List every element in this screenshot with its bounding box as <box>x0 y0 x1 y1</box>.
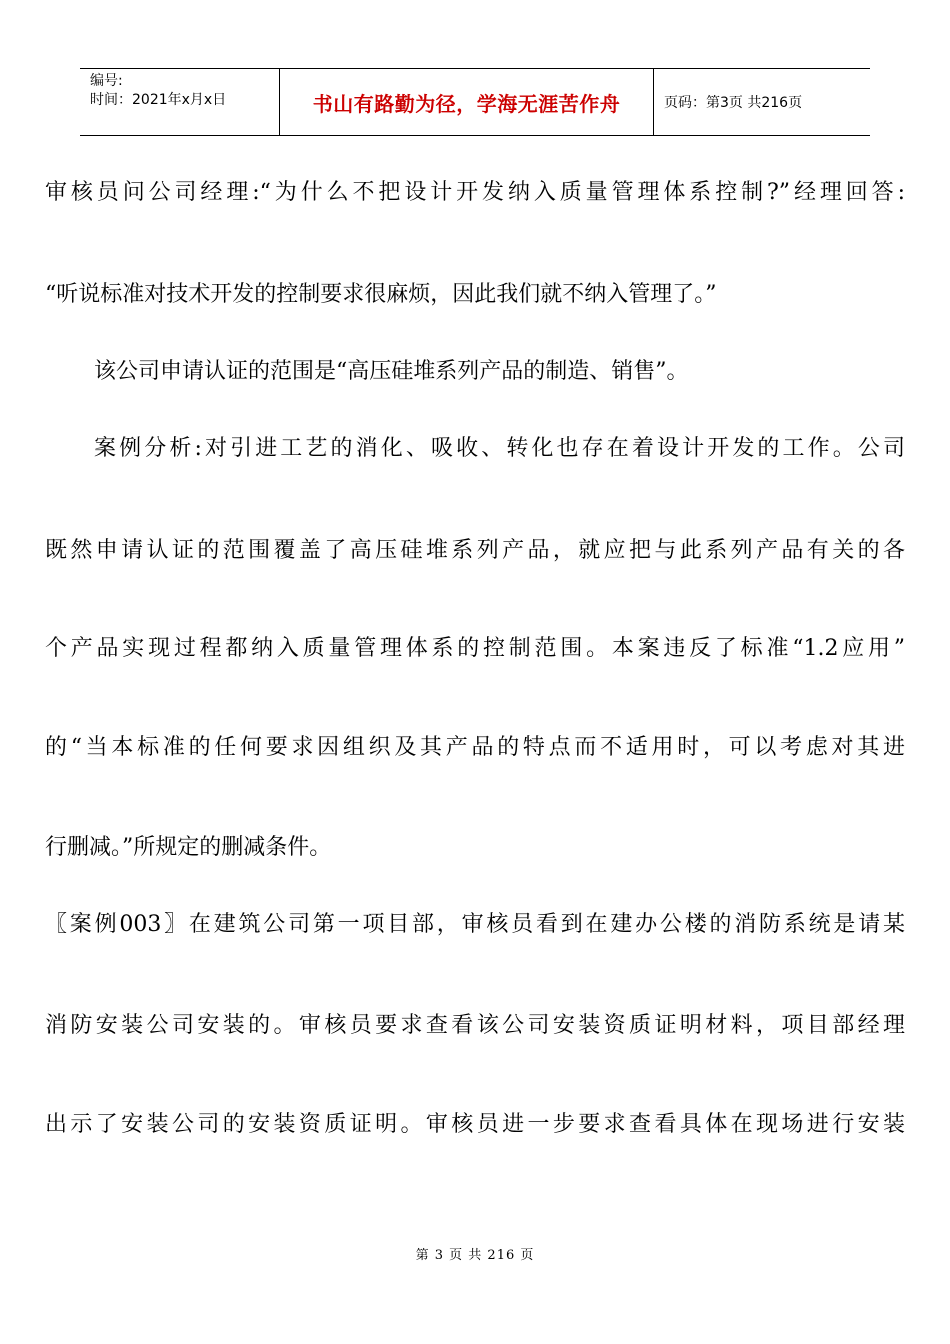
body-line: 审核员问公司经理:“为什么不把设计开发纳入质量管理体系控制?”经理回答: <box>45 180 905 205</box>
body-line: 行删减。”所规定的删减条件。 <box>45 835 332 860</box>
motto-text: 书山有路勤为径，学海无涯苦作舟 <box>312 91 621 116</box>
page-footer: 第 3 页 共 216 页 <box>415 1248 535 1263</box>
page-info: 页码：第3页 共216页 <box>664 95 803 111</box>
body-line: 个产品实现过程都纳入质量管理体系的控制范围。本案违反了标准“1.2应用” <box>45 636 905 661</box>
body-line: 既然申请认证的范围覆盖了高压硅堆系列产品，就应把与此系列产品有关的各 <box>45 538 905 563</box>
header-meta-cell <box>80 69 280 135</box>
body-line: 出示了安装公司的安装资质证明。审核员进一步要求查看具体在现场进行安装 <box>45 1112 905 1137</box>
body-line: 消防安装公司安装的。审核员要求查看该公司安装资质证明材料，项目部经理 <box>45 1013 905 1038</box>
document-header <box>80 68 870 136</box>
body-line: 〖案例003〗在建筑公司第一项目部，审核员看到在建办公楼的消防系统是请某 <box>45 912 905 937</box>
body-line: “听说标准对技术开发的控制要求很麻烦，因此我们就不纳入管理了。” <box>45 282 717 307</box>
body-line: 该公司申请认证的范围是“高压硅堆系列产品的制造、销售”。 <box>94 359 689 384</box>
body-line: 案例分析:对引进工艺的消化、吸收、转化也存在着设计开发的工作。公司 <box>94 436 905 461</box>
header-page-cell <box>654 69 870 135</box>
body-line: 的“当本标准的任何要求因组织及其产品的特点而不适用时，可以考虑对其进 <box>45 735 905 760</box>
date-label: 时间：2021年x月x日 <box>90 92 227 108</box>
serial-number-label: 编号: <box>90 73 123 89</box>
header-motto-cell <box>280 69 654 135</box>
